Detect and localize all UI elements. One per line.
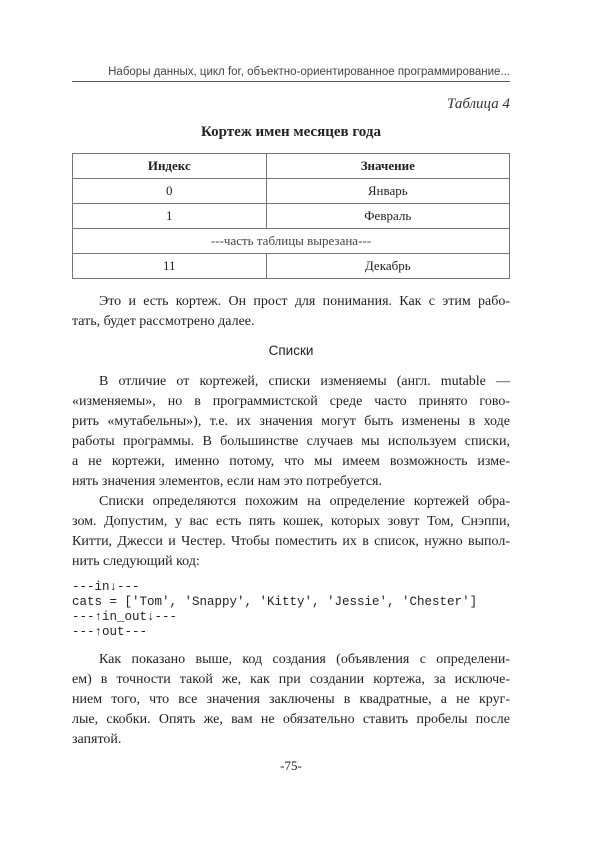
text-line: тать, будет рассмотрено далее. — [72, 314, 255, 329]
code-line: ---↑out--- — [72, 625, 148, 639]
table-cut-row — [73, 229, 510, 254]
code-line: ---↑in_out↓--- — [72, 610, 178, 624]
table-row — [73, 254, 510, 279]
text-line: работы программы. В большинстве случаев мы используем списки, — [72, 434, 510, 449]
header-value: Значение — [266, 154, 509, 179]
paragraph-1 — [72, 292, 510, 332]
text-line: Китти, Джесси и Честер. Чтобы поместить их в список, нужно выпол- — [72, 534, 510, 549]
text-line: «изменяемы», но в программистской среде часто принято гово- — [72, 394, 510, 409]
months-table — [72, 153, 510, 279]
text-line: Как показано выше, код создания (объявления с определени- — [99, 652, 510, 667]
code-block — [72, 580, 477, 640]
text-line: ем) в точности такой же, как при создании кортежа, за исключе- — [72, 672, 510, 687]
paragraph-4 — [72, 650, 510, 750]
text-line: нять значения элементов, если нам это потребуется. — [72, 474, 382, 489]
text-line: лые, скобки. Опять же, вам не обязательно ставить пробелы после — [72, 712, 510, 727]
text-line: Списки определяются похожим на определение кортежей обра- — [99, 494, 510, 509]
code-line: cats = ['Tom', 'Snappy', 'Kitty', 'Jessie', 'Chester'] — [72, 595, 478, 609]
text-line: запятой. — [72, 732, 122, 747]
page-number: -75- — [280, 758, 302, 773]
table-header-row — [73, 154, 510, 179]
text-line: В отличие от кортежей, списки изменяемы (англ. mutable — — [99, 374, 510, 389]
text-line: зом. Допустим, у вас есть пять кошек, которых зовут Том, Снэппи, — [72, 514, 510, 529]
cell-index: 1 — [73, 204, 267, 229]
cell-value: Декабрь — [266, 254, 509, 279]
code-line: ---in↓--- — [72, 580, 140, 594]
text-line: нием того, что все значения заключены в квадратные, а не круг- — [72, 692, 510, 707]
table-row — [73, 204, 510, 229]
text-line: Это и есть кортеж. Он прост для понимания. Как с этим рабо- — [99, 294, 510, 309]
table-number: Таблица 4 — [447, 96, 510, 112]
header-index: Индекс — [73, 154, 267, 179]
table-row — [73, 179, 510, 204]
table-title: Кортеж имен месяцев года — [201, 124, 381, 140]
paragraph-2 — [72, 372, 510, 572]
text-line: нить следующий код: — [72, 554, 200, 569]
cell-value: Февраль — [266, 204, 509, 229]
cut-note: ---часть таблицы вырезана--- — [73, 229, 510, 254]
cell-index: 11 — [73, 254, 267, 279]
cell-value: Январь — [266, 179, 509, 204]
subheading: Списки — [268, 343, 314, 358]
running-header: Наборы данных, цикл for, объектно-ориентированное программирование... — [72, 66, 510, 82]
text-line: а не кортежи, именно потому, что мы имеем возможность изме- — [72, 454, 510, 469]
cell-index: 0 — [73, 179, 267, 204]
text-line: рить «мутабельны»), т.е. их значения могут быть изменены в ходе — [72, 414, 510, 429]
